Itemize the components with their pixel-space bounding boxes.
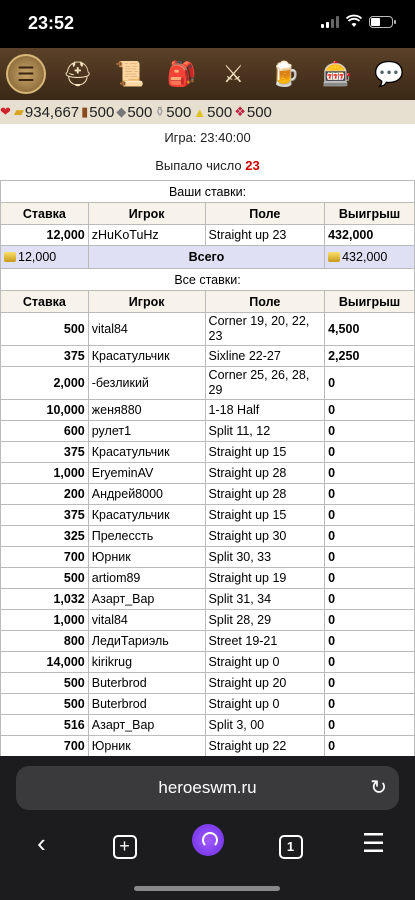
resources-bar bbox=[0, 100, 415, 125]
bet-row bbox=[1, 225, 415, 246]
player-link[interactable]: kirikrug bbox=[88, 652, 205, 673]
player-link[interactable]: Андрей8000 bbox=[88, 484, 205, 505]
col-player: Игрок bbox=[88, 203, 205, 225]
bet-row bbox=[1, 547, 415, 568]
col-field: Поле bbox=[205, 291, 325, 313]
bet-field: Split 3, 00 bbox=[205, 715, 325, 736]
ore-icon: ◆ bbox=[116, 104, 127, 119]
bet-win: 0 bbox=[325, 463, 415, 484]
bet-stake: 12,000 bbox=[1, 225, 89, 246]
game-navigation-bar bbox=[0, 48, 415, 101]
resource-value: 500 bbox=[89, 103, 115, 121]
bet-row bbox=[1, 736, 415, 757]
player-link[interactable]: Юрник bbox=[88, 736, 205, 757]
bet-win: 0 bbox=[325, 367, 415, 400]
bet-row bbox=[1, 400, 415, 421]
bet-stake: 700 bbox=[1, 736, 89, 757]
player-link[interactable]: рулет1 bbox=[88, 421, 205, 442]
browser-nav bbox=[0, 826, 415, 860]
my-bets-title: Ваши ставки: bbox=[1, 181, 415, 203]
bet-row bbox=[1, 505, 415, 526]
browser-bottom-bar bbox=[0, 756, 415, 900]
bet-field: Straight up 15 bbox=[205, 505, 325, 526]
resource-item bbox=[81, 104, 114, 121]
bet-win: 0 bbox=[325, 715, 415, 736]
bet-win: 0 bbox=[325, 568, 415, 589]
resource-item bbox=[116, 104, 152, 121]
bet-field: Corner 19, 20, 22, 23 bbox=[205, 313, 325, 346]
bet-win: 0 bbox=[325, 589, 415, 610]
bet-win: 0 bbox=[325, 400, 415, 421]
cellular-signal-icon bbox=[321, 16, 339, 28]
plus-icon: + bbox=[113, 835, 137, 859]
bet-field: Street 19-21 bbox=[205, 631, 325, 652]
inventory-bag-icon[interactable]: 🎒 bbox=[166, 60, 197, 88]
player-link[interactable]: vital84 bbox=[88, 313, 205, 346]
bet-stake: 500 bbox=[1, 313, 89, 346]
all-bets-title: Все ставки: bbox=[1, 269, 415, 291]
bet-stake: 1,000 bbox=[1, 610, 89, 631]
map-scroll-icon[interactable]: 📜 bbox=[114, 60, 145, 88]
bet-field: Split 30, 33 bbox=[205, 547, 325, 568]
bets-table bbox=[0, 180, 415, 778]
bet-row bbox=[1, 715, 415, 736]
bet-stake: 14,000 bbox=[1, 652, 89, 673]
reload-icon[interactable]: ↻ bbox=[370, 777, 387, 799]
col-stake: Ставка bbox=[1, 291, 89, 313]
bet-field: Straight up 19 bbox=[205, 568, 325, 589]
battle-swords-icon[interactable]: ⚔ bbox=[222, 60, 245, 88]
menu-icon[interactable]: ☰ bbox=[361, 827, 386, 858]
player-link[interactable]: Юрник bbox=[88, 547, 205, 568]
col-win: Выигрыш bbox=[325, 291, 415, 313]
bet-field: Split 11, 12 bbox=[205, 421, 325, 442]
bet-stake: 200 bbox=[1, 484, 89, 505]
bet-stake: 375 bbox=[1, 442, 89, 463]
new-tab-button[interactable] bbox=[105, 828, 145, 859]
health-heart-icon: ❤ bbox=[0, 104, 11, 119]
bet-win: 0 bbox=[325, 610, 415, 631]
bet-win: 0 bbox=[325, 694, 415, 715]
col-stake: Ставка bbox=[1, 203, 89, 225]
player-link[interactable]: Прелессть bbox=[88, 526, 205, 547]
bet-win: 2,250 bbox=[325, 346, 415, 367]
tavern-mug-icon[interactable]: 🍺 bbox=[270, 60, 301, 88]
bet-field: Straight up 30 bbox=[205, 526, 325, 547]
gold-icon bbox=[328, 252, 340, 262]
player-link[interactable]: Азарт_Вар bbox=[88, 715, 205, 736]
bet-win: 0 bbox=[325, 631, 415, 652]
bet-stake: 1,000 bbox=[1, 463, 89, 484]
game-time: Игра: 23:40:00 bbox=[164, 130, 251, 145]
bet-win: 0 bbox=[325, 736, 415, 757]
resource-item bbox=[14, 104, 79, 121]
tabs-button[interactable] bbox=[271, 827, 311, 859]
bet-stake: 10,000 bbox=[1, 400, 89, 421]
player-link[interactable]: EryeminAV bbox=[88, 463, 205, 484]
bet-row bbox=[1, 694, 415, 715]
bet-field: Straight up 28 bbox=[205, 484, 325, 505]
bet-stake: 500 bbox=[1, 694, 89, 715]
alice-assistant-button[interactable] bbox=[188, 824, 228, 863]
resource-item bbox=[234, 104, 272, 121]
bet-stake: 700 bbox=[1, 547, 89, 568]
player-link[interactable]: zHuKoTuHz bbox=[88, 225, 205, 246]
bet-field: Straight up 20 bbox=[205, 673, 325, 694]
bet-field: Straight up 28 bbox=[205, 463, 325, 484]
result-label: Выпало число bbox=[155, 158, 242, 173]
resource-item bbox=[154, 104, 191, 121]
bet-win: 0 bbox=[325, 547, 415, 568]
tab-count: 1 bbox=[279, 835, 303, 859]
bet-stake: 600 bbox=[1, 421, 89, 442]
back-icon[interactable]: ‹ bbox=[37, 827, 46, 858]
bet-stake: 2,000 bbox=[1, 367, 89, 400]
bet-field: Straight up 0 bbox=[205, 694, 325, 715]
bet-row bbox=[1, 421, 415, 442]
resource-value: 500 bbox=[127, 103, 153, 121]
url-text: heroeswm.ru bbox=[158, 778, 257, 797]
bet-row bbox=[1, 526, 415, 547]
bet-row bbox=[1, 631, 415, 652]
roulette-results-page bbox=[0, 124, 415, 756]
bet-win: 0 bbox=[325, 526, 415, 547]
bet-stake: 375 bbox=[1, 505, 89, 526]
bet-stake: 500 bbox=[1, 673, 89, 694]
bet-stake: 325 bbox=[1, 526, 89, 547]
total-win: 432,000 bbox=[342, 250, 388, 264]
player-link[interactable]: женя880 bbox=[88, 400, 205, 421]
knight-helmet-icon[interactable]: ⛑ bbox=[62, 60, 94, 88]
gold-icon bbox=[4, 252, 16, 262]
player-link[interactable]: Buterbrod bbox=[88, 673, 205, 694]
bet-win: 4,500 bbox=[325, 313, 415, 346]
bet-field: Straight up 0 bbox=[205, 652, 325, 673]
gold-icon: ▰ bbox=[13, 104, 24, 119]
player-link[interactable]: Buterbrod bbox=[88, 694, 205, 715]
wifi-icon bbox=[346, 16, 362, 28]
resource-value: 500 bbox=[246, 103, 272, 121]
bet-field: Sixline 22-27 bbox=[205, 346, 325, 367]
bet-row bbox=[1, 610, 415, 631]
player-link[interactable]: Красатульчик bbox=[88, 346, 205, 367]
bet-row bbox=[1, 313, 415, 346]
mercury-icon: ⚱ bbox=[154, 104, 166, 119]
status-time: 23:52 bbox=[28, 13, 75, 33]
bet-row bbox=[1, 346, 415, 367]
address-bar[interactable] bbox=[16, 766, 399, 810]
result-number: 23 bbox=[245, 158, 260, 173]
player-link[interactable]: Азарт_Вар bbox=[88, 589, 205, 610]
bet-win: 0 bbox=[325, 442, 415, 463]
home-indicator bbox=[134, 886, 280, 891]
player-link[interactable]: Красатульчик bbox=[88, 505, 205, 526]
total-stake: 12,000 bbox=[18, 250, 57, 264]
bet-row bbox=[1, 463, 415, 484]
resource-item bbox=[0, 104, 12, 120]
resource-value: 934,667 bbox=[24, 103, 80, 121]
player-link[interactable]: -безликий bbox=[88, 367, 205, 400]
bet-win: 0 bbox=[325, 484, 415, 505]
status-bar bbox=[0, 0, 415, 48]
bet-row bbox=[1, 652, 415, 673]
bet-field: Corner 25, 26, 28, 29 bbox=[205, 367, 325, 400]
player-link[interactable]: vital84 bbox=[88, 610, 205, 631]
col-win: Выигрыш bbox=[325, 203, 415, 225]
resource-value: 500 bbox=[207, 103, 233, 121]
chat-icon[interactable]: 💬 bbox=[374, 60, 404, 88]
sulfur-icon: ▲ bbox=[193, 104, 207, 120]
bet-row bbox=[1, 442, 415, 463]
col-field: Поле bbox=[205, 203, 325, 225]
total-label: Всего bbox=[88, 246, 324, 269]
bet-win: 0 bbox=[325, 505, 415, 526]
bet-field: Straight up 22 bbox=[205, 736, 325, 757]
bet-row bbox=[1, 673, 415, 694]
bet-row bbox=[1, 367, 415, 400]
total-row bbox=[1, 246, 415, 269]
bet-stake: 500 bbox=[1, 568, 89, 589]
bet-field: Straight up 23 bbox=[205, 225, 325, 246]
bet-field: Straight up 15 bbox=[205, 442, 325, 463]
player-link[interactable]: ЛедиТариэль bbox=[88, 631, 205, 652]
player-link[interactable]: Красатульчик bbox=[88, 442, 205, 463]
bet-win: 432,000 bbox=[325, 225, 415, 246]
bet-win: 0 bbox=[325, 421, 415, 442]
bet-row bbox=[1, 589, 415, 610]
wood-icon: ▮ bbox=[81, 104, 89, 119]
menu-icon[interactable]: ☰ bbox=[6, 54, 46, 94]
bet-win: 0 bbox=[325, 652, 415, 673]
bet-stake: 516 bbox=[1, 715, 89, 736]
status-icons bbox=[321, 16, 393, 28]
bet-row bbox=[1, 484, 415, 505]
bet-row bbox=[1, 568, 415, 589]
resource-value: 500 bbox=[166, 103, 192, 121]
bet-field: Split 31, 34 bbox=[205, 589, 325, 610]
player-link[interactable]: artiom89 bbox=[88, 568, 205, 589]
result-line bbox=[0, 152, 415, 180]
resource-item bbox=[193, 104, 232, 121]
bet-win: 0 bbox=[325, 673, 415, 694]
roulette-icon[interactable]: 🎰 bbox=[322, 60, 353, 88]
bet-stake: 1,032 bbox=[1, 589, 89, 610]
crystal-icon: ❖ bbox=[234, 104, 246, 119]
alice-icon bbox=[192, 824, 224, 856]
battery-icon bbox=[369, 16, 393, 28]
bet-field: 1-18 Half bbox=[205, 400, 325, 421]
bet-stake: 375 bbox=[1, 346, 89, 367]
col-player: Игрок bbox=[88, 291, 205, 313]
bet-field: Split 28, 29 bbox=[205, 610, 325, 631]
bet-stake: 800 bbox=[1, 631, 89, 652]
